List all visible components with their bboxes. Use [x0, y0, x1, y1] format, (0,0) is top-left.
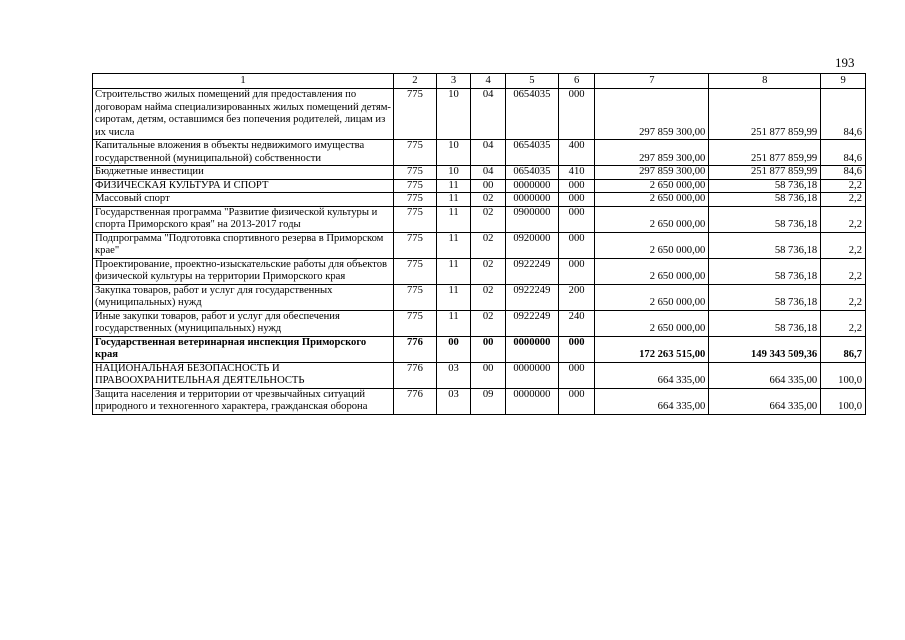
page-number: 193 [835, 55, 855, 70]
target-article-cell: 0000000 [505, 193, 558, 207]
expense-type-cell: 410 [558, 166, 595, 180]
subsection-cell: 04 [471, 89, 506, 140]
percent-cell: 2,2 [821, 310, 866, 336]
admin-code-cell: 775 [394, 310, 437, 336]
admin-code-cell: 775 [394, 179, 437, 193]
target-article-cell: 0000000 [505, 179, 558, 193]
planned-amount-cell: 2 650 000,00 [595, 193, 709, 207]
planned-amount-cell: 2 650 000,00 [595, 258, 709, 284]
section-cell: 10 [436, 140, 471, 166]
planned-amount-cell: 172 263 515,00 [595, 336, 709, 362]
percent-cell: 2,2 [821, 258, 866, 284]
planned-amount-cell: 2 650 000,00 [595, 310, 709, 336]
row-name-cell: Капитальные вложения в объекты недвижимого имущества государственной (муниципальной) собственности [93, 140, 394, 166]
expense-type-cell: 000 [558, 336, 595, 362]
expense-type-cell: 240 [558, 310, 595, 336]
subsection-cell: 02 [471, 284, 506, 310]
planned-amount-cell: 664 335,00 [595, 388, 709, 414]
actual-amount-cell: 58 736,18 [709, 232, 821, 258]
subsection-cell: 04 [471, 140, 506, 166]
percent-cell: 100,0 [821, 388, 866, 414]
section-cell: 11 [436, 258, 471, 284]
subsection-cell: 00 [471, 179, 506, 193]
planned-amount-cell: 297 859 300,00 [595, 140, 709, 166]
row-name-cell: Иные закупки товаров, работ и услуг для обеспечения государственных (муниципальных) нужд [93, 310, 394, 336]
target-article-cell: 0922249 [505, 284, 558, 310]
expense-type-cell: 000 [558, 388, 595, 414]
row-name-cell: Защита населения и территории от чрезвычайных ситуаций природного и техногенного характера, гражданская оборона [93, 388, 394, 414]
subsection-cell: 02 [471, 258, 506, 284]
actual-amount-cell: 251 877 859,99 [709, 166, 821, 180]
planned-amount-cell: 297 859 300,00 [595, 89, 709, 140]
percent-cell: 2,2 [821, 206, 866, 232]
section-cell: 11 [436, 284, 471, 310]
admin-code-cell: 775 [394, 140, 437, 166]
column-header: 8 [709, 74, 821, 89]
admin-code-cell: 775 [394, 232, 437, 258]
expense-type-cell: 000 [558, 179, 595, 193]
table-row [93, 310, 866, 336]
table-row [93, 258, 866, 284]
section-cell: 11 [436, 232, 471, 258]
subsection-cell: 02 [471, 310, 506, 336]
budget-table [92, 73, 866, 415]
admin-code-cell: 776 [394, 336, 437, 362]
expense-type-cell: 400 [558, 140, 595, 166]
column-header: 5 [505, 74, 558, 89]
actual-amount-cell: 58 736,18 [709, 193, 821, 207]
section-cell: 11 [436, 193, 471, 207]
percent-cell: 100,0 [821, 362, 866, 388]
expense-type-cell: 200 [558, 284, 595, 310]
target-article-cell: 0654035 [505, 89, 558, 140]
target-article-cell: 0000000 [505, 336, 558, 362]
percent-cell: 2,2 [821, 179, 866, 193]
row-name-cell: НАЦИОНАЛЬНАЯ БЕЗОПАСНОСТЬ И ПРАВООХРАНИТЕЛЬНАЯ ДЕЯТЕЛЬНОСТЬ [93, 362, 394, 388]
table-row [93, 89, 866, 140]
subsection-cell: 04 [471, 166, 506, 180]
admin-code-cell: 776 [394, 362, 437, 388]
table-row [93, 140, 866, 166]
planned-amount-cell: 664 335,00 [595, 362, 709, 388]
table-row [93, 166, 866, 180]
admin-code-cell: 775 [394, 206, 437, 232]
target-article-cell: 0922249 [505, 310, 558, 336]
table-row [93, 193, 866, 207]
table-row [93, 232, 866, 258]
section-cell: 00 [436, 336, 471, 362]
row-name-cell: Массовый спорт [93, 193, 394, 207]
expense-type-cell: 000 [558, 362, 595, 388]
column-header: 4 [471, 74, 506, 89]
actual-amount-cell: 58 736,18 [709, 179, 821, 193]
row-name-cell: Проектирование, проектно-изыскательские работы для объектов физической культуры на территории Приморского края [93, 258, 394, 284]
column-header: 9 [821, 74, 866, 89]
target-article-cell: 0654035 [505, 166, 558, 180]
actual-amount-cell: 251 877 859,99 [709, 140, 821, 166]
admin-code-cell: 775 [394, 166, 437, 180]
column-header: 3 [436, 74, 471, 89]
planned-amount-cell: 2 650 000,00 [595, 284, 709, 310]
table-row [93, 179, 866, 193]
subsection-cell: 09 [471, 388, 506, 414]
row-name-cell: Строительство жилых помещений для предоставления по договорам найма специализированных жилых помещений детям-сиротам, детям, оставшимся без попечения родителей, лицам из их числа [93, 89, 394, 140]
planned-amount-cell: 2 650 000,00 [595, 232, 709, 258]
planned-amount-cell: 2 650 000,00 [595, 206, 709, 232]
target-article-cell: 0900000 [505, 206, 558, 232]
target-article-cell: 0920000 [505, 232, 558, 258]
section-cell: 03 [436, 362, 471, 388]
actual-amount-cell: 58 736,18 [709, 258, 821, 284]
actual-amount-cell: 149 343 509,36 [709, 336, 821, 362]
subsection-cell: 02 [471, 232, 506, 258]
expense-type-cell: 000 [558, 232, 595, 258]
target-article-cell: 0654035 [505, 140, 558, 166]
row-name-cell: Государственная ветеринарная инспекция Приморского края [93, 336, 394, 362]
admin-code-cell: 775 [394, 258, 437, 284]
section-cell: 10 [436, 166, 471, 180]
column-header: 2 [394, 74, 437, 89]
admin-code-cell: 775 [394, 284, 437, 310]
table-row [93, 284, 866, 310]
planned-amount-cell: 297 859 300,00 [595, 166, 709, 180]
row-name-cell: Закупка товаров, работ и услуг для государственных (муниципальных) нужд [93, 284, 394, 310]
admin-code-cell: 775 [394, 89, 437, 140]
target-article-cell: 0000000 [505, 388, 558, 414]
table-row [93, 206, 866, 232]
row-name-cell: ФИЗИЧЕСКАЯ КУЛЬТУРА И СПОРТ [93, 179, 394, 193]
table-row [93, 388, 866, 414]
column-header: 6 [558, 74, 595, 89]
actual-amount-cell: 58 736,18 [709, 310, 821, 336]
expense-type-cell: 000 [558, 206, 595, 232]
percent-cell: 84,6 [821, 89, 866, 140]
percent-cell: 84,6 [821, 166, 866, 180]
percent-cell: 84,6 [821, 140, 866, 166]
subsection-cell: 02 [471, 206, 506, 232]
row-name-cell: Бюджетные инвестиции [93, 166, 394, 180]
section-cell: 03 [436, 388, 471, 414]
subsection-cell: 02 [471, 193, 506, 207]
header-row [93, 74, 866, 89]
admin-code-cell: 776 [394, 388, 437, 414]
subsection-cell: 00 [471, 362, 506, 388]
actual-amount-cell: 58 736,18 [709, 206, 821, 232]
table-row [93, 362, 866, 388]
expense-type-cell: 000 [558, 258, 595, 284]
percent-cell: 2,2 [821, 232, 866, 258]
row-name-cell: Подпрограмма "Подготовка спортивного резерва в Приморском крае" [93, 232, 394, 258]
actual-amount-cell: 664 335,00 [709, 388, 821, 414]
row-name-cell: Государственная программа "Развитие физической культуры и спорта Приморского края" на 2013-2017 годы [93, 206, 394, 232]
table-row [93, 336, 866, 362]
subsection-cell: 00 [471, 336, 506, 362]
actual-amount-cell: 664 335,00 [709, 362, 821, 388]
expense-type-cell: 000 [558, 193, 595, 207]
actual-amount-cell: 58 736,18 [709, 284, 821, 310]
section-cell: 11 [436, 206, 471, 232]
section-cell: 11 [436, 179, 471, 193]
admin-code-cell: 775 [394, 193, 437, 207]
target-article-cell: 0000000 [505, 362, 558, 388]
planned-amount-cell: 2 650 000,00 [595, 179, 709, 193]
percent-cell: 2,2 [821, 193, 866, 207]
percent-cell: 2,2 [821, 284, 866, 310]
column-header: 1 [93, 74, 394, 89]
actual-amount-cell: 251 877 859,99 [709, 89, 821, 140]
percent-cell: 86,7 [821, 336, 866, 362]
column-header: 7 [595, 74, 709, 89]
expense-type-cell: 000 [558, 89, 595, 140]
section-cell: 11 [436, 310, 471, 336]
section-cell: 10 [436, 89, 471, 140]
target-article-cell: 0922249 [505, 258, 558, 284]
